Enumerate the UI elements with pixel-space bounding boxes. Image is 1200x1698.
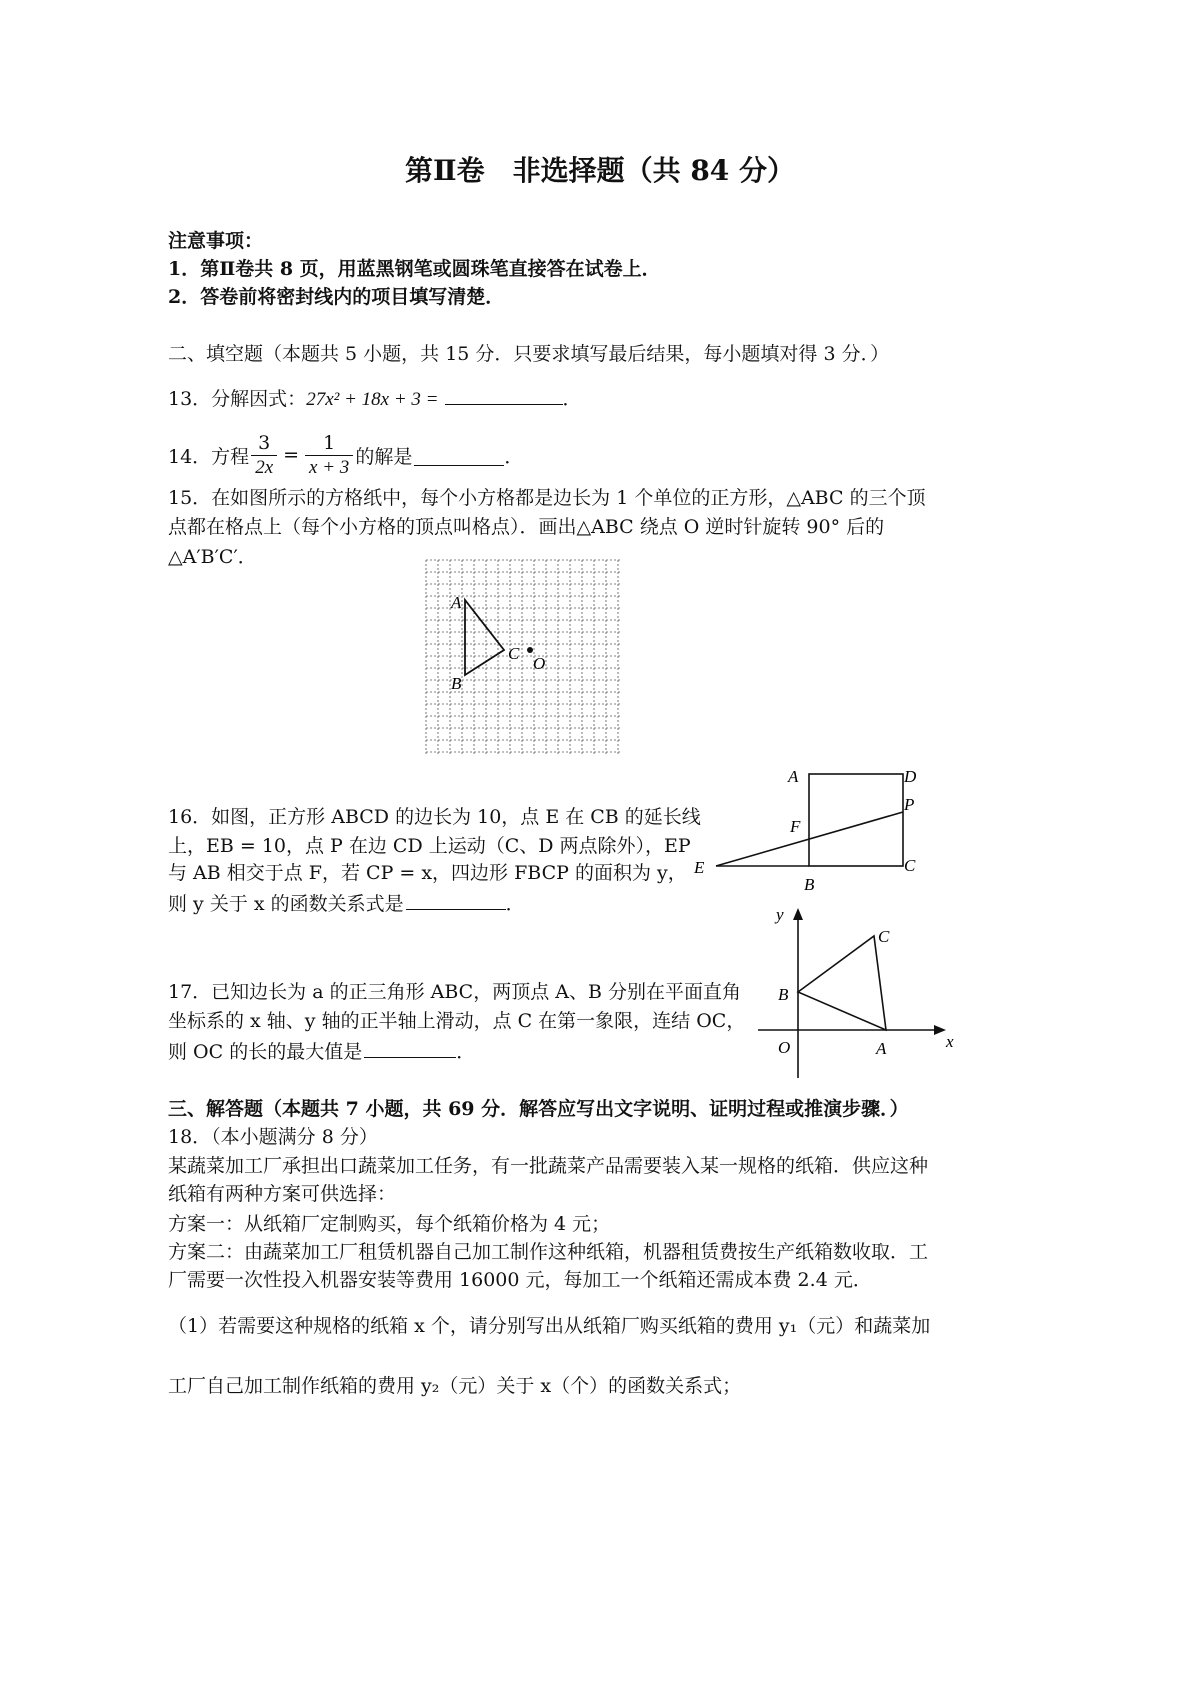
q14-num1: 3 bbox=[251, 431, 277, 456]
q14-answer-blank[interactable] bbox=[414, 445, 504, 466]
q18-line-2: 纸箱有两种方案可供选择： bbox=[168, 1183, 397, 1205]
x-axis-arrow bbox=[934, 1025, 946, 1035]
label-c: C bbox=[878, 927, 890, 946]
square-abcd bbox=[809, 774, 903, 866]
q18-line-1: 某蔬菜加工厂承担出口蔬菜加工任务，有一批蔬菜产品需要装入某一规格的纸箱．供应这种 bbox=[168, 1155, 929, 1177]
q16-answer-blank[interactable] bbox=[406, 889, 506, 910]
q16-line-3: 与 AB 相交于点 F，若 CP = x，四边形 FBCP 的面积为 y， bbox=[168, 862, 687, 884]
label-e: E bbox=[694, 858, 705, 877]
label-a: A bbox=[788, 767, 799, 786]
label-a: A bbox=[451, 593, 462, 612]
q17-line-3 bbox=[168, 1037, 475, 1065]
q13-prefix: 13．分解因式： bbox=[168, 388, 307, 410]
q15-line-3: △A′B′C′． bbox=[168, 546, 257, 568]
q15-line-1: 15．在如图所示的方格纸中，每个小方格都是边长为 1 个单位的正方形，△ABC 的三个顶 bbox=[168, 487, 926, 509]
q17-figure bbox=[752, 904, 964, 1082]
q17-suffix: ． bbox=[456, 1041, 476, 1063]
label-o: O bbox=[533, 654, 546, 673]
q16-line-4-text: 则 y 关于 x 的函数关系式是 bbox=[168, 893, 404, 915]
note-item-2: 2．答卷前将密封线内的项目填写清楚． bbox=[168, 286, 505, 308]
q16-line-2: 上，EB = 10，点 P 在边 CD 上运动（C、D 两点除外），EP bbox=[168, 835, 691, 857]
q17-answer-blank[interactable] bbox=[364, 1037, 456, 1058]
label-y: y bbox=[776, 905, 784, 924]
notes-heading: 注意事项： bbox=[168, 230, 264, 252]
q13-expr: 27x² + 18x + 3 = bbox=[306, 389, 439, 410]
page-title: 第Ⅱ卷 非选择题（共 84 分） bbox=[404, 154, 796, 187]
q18-head: 18．（本小题满分 8 分） bbox=[168, 1126, 378, 1148]
q14-prefix: 14．方程 bbox=[168, 445, 250, 468]
grid-lines bbox=[426, 560, 622, 756]
label-o: O bbox=[778, 1038, 791, 1057]
q18-line-5: 厂需要一次性投入机器安装等费用 16000 元，每加工一个纸箱还需成本费 2.4 元． bbox=[168, 1269, 872, 1291]
q13-answer-blank[interactable] bbox=[445, 384, 563, 405]
q16-figure bbox=[690, 764, 930, 894]
label-b: B bbox=[451, 674, 462, 693]
q15-grid-figure bbox=[424, 558, 624, 760]
q14-fraction-left bbox=[251, 431, 277, 480]
q18-line-6: （1）若需要这种规格的纸箱 x 个，请分别写出从纸箱厂购买纸箱的费用 y₁（元）和蔬菜加 bbox=[168, 1315, 931, 1337]
q16-line-4 bbox=[168, 889, 525, 917]
q14-suffix: ． bbox=[504, 445, 524, 468]
q14-fraction-right bbox=[305, 431, 353, 480]
q18-line-7: 工厂自己加工制作纸箱的费用 y₂（元）关于 x（个）的函数关系式； bbox=[168, 1375, 742, 1397]
label-a: A bbox=[876, 1039, 887, 1058]
q17-line-1: 17．已知边长为 a 的正三角形 ABC，两顶点 A、B 分别在平面直角 bbox=[168, 981, 741, 1003]
y-axis-arrow bbox=[793, 908, 803, 920]
label-x: x bbox=[946, 1032, 954, 1051]
note-item-1: 1．第Ⅱ卷共 8 页，用蓝黑钢笔或圆珠笔直接答在试卷上． bbox=[168, 258, 661, 280]
q14-num2: 1 bbox=[305, 431, 353, 456]
triangle-abc bbox=[798, 936, 886, 1030]
q16-suffix: ． bbox=[505, 893, 525, 915]
q17-line-2: 坐标系的 x 轴、y 轴的正半轴上滑动，点 C 在第一象限，连结 OC， bbox=[168, 1010, 746, 1032]
q13 bbox=[168, 384, 582, 413]
q18-line-4: 方案二：由蔬菜加工厂租赁机器自己加工制作这种纸箱，机器租赁费按生产纸箱数收取．工 bbox=[168, 1241, 929, 1263]
label-b: B bbox=[804, 875, 815, 894]
label-c: C bbox=[508, 644, 520, 663]
q14-eq: = bbox=[283, 444, 300, 466]
label-c: C bbox=[904, 856, 916, 875]
section2-header: 二、填空题（本题共 5 小题，共 15 分．只要求填写最后结果，每小题填对得 3 分．） bbox=[168, 343, 890, 365]
q18-line-3: 方案一：从纸箱厂定制购买，每个纸箱价格为 4 元； bbox=[168, 1213, 611, 1235]
q13-suffix: ． bbox=[562, 388, 582, 410]
q17-line-3-text: 则 OC 的长的最大值是 bbox=[168, 1041, 363, 1063]
label-d: D bbox=[904, 767, 917, 786]
q14-den2: x + 3 bbox=[309, 456, 350, 478]
label-f: F bbox=[790, 817, 801, 836]
q14 bbox=[168, 428, 523, 482]
q14-den1: 2x bbox=[255, 456, 274, 478]
q15-line-2: 点都在格点上（每个小方格的顶点叫格点）．画出△ABC 绕点 O 逆时针旋转 90° 后的 bbox=[168, 516, 885, 538]
label-b: B bbox=[778, 985, 789, 1004]
label-p: P bbox=[904, 795, 915, 814]
q14-mid: 的解是 bbox=[355, 445, 413, 468]
section3-header: 三、解答题（本题共 7 小题，共 69 分．解答应写出文字说明、证明过程或推演步骤．） bbox=[168, 1098, 909, 1120]
q16-line-1: 16．如图，正方形 ABCD 的边长为 10，点 E 在 CB 的延长线 bbox=[168, 806, 701, 828]
point-o bbox=[527, 647, 533, 653]
